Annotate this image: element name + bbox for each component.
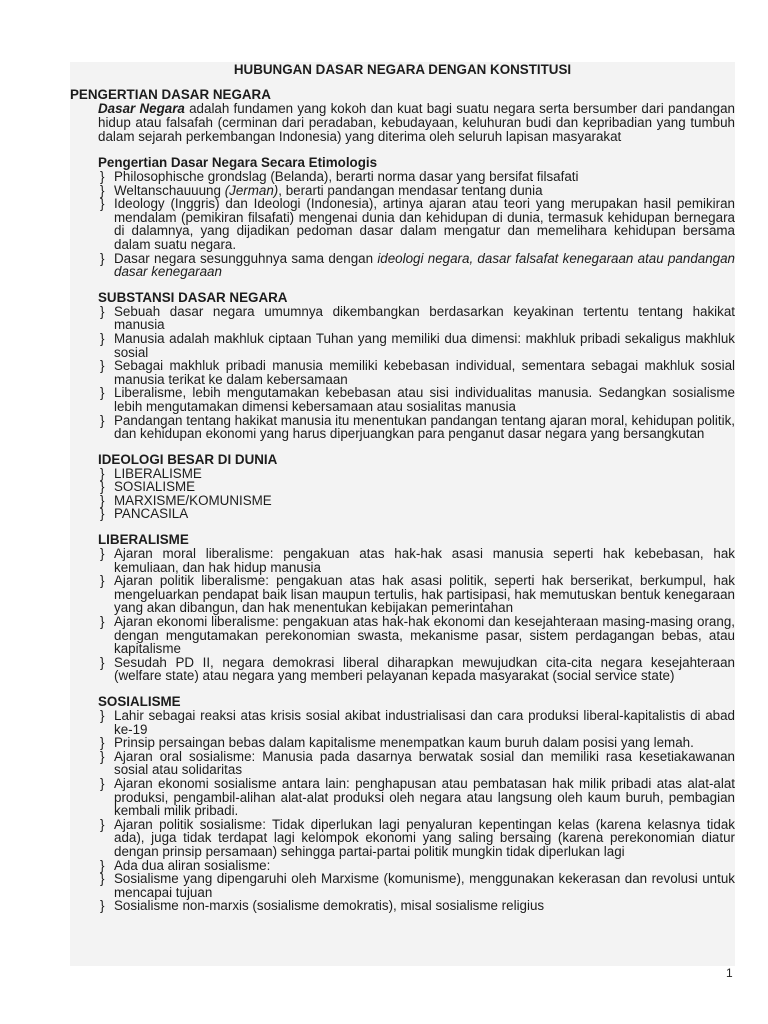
bullet-icon: }	[100, 898, 105, 914]
list-item	[100, 494, 735, 508]
list-item-text: Sosialisme yang dipengaruhi oleh Marxisme (komunisme), menggunakan kekerasan dan revolusi untuk mencapai tujuan	[114, 871, 735, 900]
list-item	[100, 184, 735, 198]
bullet-icon: }	[100, 182, 105, 198]
list-item	[100, 859, 735, 873]
list-item-text: Ajaran politik liberalisme: pengakuan atas hak asasi politik, seperti hak berserikat, berkumpul, hak mengeluarkan pendapat baik lisan maupun tertulis, hak partisipasi, hak memutuskan bentuk kenegaraan yang akan dibangun, dan hak menentukan kebijakan pemerintahan	[114, 573, 735, 616]
section-heading-liberalisme: LIBERALISME	[98, 532, 189, 548]
bullet-icon: }	[100, 735, 105, 751]
list-item-text: Manusia adalah makhluk ciptaan Tuhan yang memiliki dua dimensi: makhluk pribadi sekaligus makhluk sosial	[114, 330, 735, 360]
bullet-icon: }	[100, 479, 105, 495]
list-item	[100, 507, 735, 521]
list-item-text: Ajaran ekonomi sosialisme antara lain: penghapusan atau pembatasan hak milik pribadi atas alat-alat produksi, pengambil-alihan alat-alat produksi oleh negara atau langsung oleh kaum buruh, pembagian kembali milik pribadi.	[114, 775, 735, 819]
bullet-icon: }	[100, 196, 105, 212]
substansi-list	[70, 305, 735, 441]
bullet-icon: }	[100, 775, 105, 791]
bullet-icon: }	[100, 816, 105, 832]
bullet-icon: }	[100, 492, 105, 508]
list-item	[100, 709, 735, 736]
list-item-text: Sosialisme non-marxis (sosialisme demokratis), misal sosialisme religius	[114, 898, 545, 914]
list-item-text: PANCASILA	[114, 506, 189, 522]
list-item-text: Liberalisme, lebih mengutamakan kebebasan atau sisi individualitas manusia. Sedangkan sosialisme lebih mengutamakan dimensi kebersamaan atau sosialitas manusia	[114, 385, 735, 414]
section-heading-ideologi: IDEOLOGI BESAR DI DUNIA	[98, 451, 278, 467]
document-body	[70, 62, 735, 913]
document-title: HUBUNGAN DASAR NEGARA DENGAN KONSTITUSI	[233, 62, 572, 77]
list-item-text: Ajaran politik sosialisme: Tidak diperlukan lagi penyaluran kepentingan kelas (karena kelasnya tidak ada), juga tidak terdapat lagi kelompok ekonomi yang saling bersaing (karena perekonomian diatur dengan prinsip persamaan) sehingga partai-partai politik mungkin tidak diperlukan lagi	[114, 816, 735, 859]
definition-paragraph	[98, 102, 735, 144]
list-item	[100, 305, 735, 332]
bullet-icon: }	[100, 748, 105, 764]
bullet-icon: }	[100, 169, 105, 184]
list-item	[100, 818, 735, 859]
list-item-text: Sesudah PD II, negara demokrasi liberal diharapkan mewujudkan cita-cita negara kesejahteraan (welfare state) atau negara yang memberi pelayanan kepada masyarakat (social service state)	[114, 654, 735, 684]
bullet-icon: }	[100, 871, 105, 887]
list-item	[100, 547, 735, 574]
list-item-text: Sebuah dasar negara umumnya dikembangkan berdasarkan keyakinan tertentu tentang hakikat manusia	[114, 303, 735, 333]
list-item-text: MARXISME/KOMUNISME	[114, 492, 272, 508]
bullet-icon: }	[100, 708, 105, 723]
list-item	[100, 574, 735, 615]
list-item	[100, 656, 735, 683]
list-item-text: Ajaran moral liberalisme: pengakuan atas hak-hak asasi manusia seperti hak kebebasan, hak kemuliaan, dan hak hidup manusia	[114, 546, 735, 575]
list-item	[100, 252, 735, 279]
list-item	[100, 414, 735, 441]
definition-text: adalah fundamen yang kokoh dan kuat bagi suatu negara serta bersumber dari pandangan hidup atau falsafah (cerminan dari peradaban, kebudayaan, keluhuran budi dan kepribadian yang tumbuh dalam sejarah perkembangan Indonesia) yang diterima oleh seluruh lapisan masyarakat	[98, 101, 736, 144]
ideologi-list	[70, 467, 735, 521]
list-item	[100, 197, 735, 251]
bullet-icon: }	[100, 385, 105, 401]
list-item-text: Ajaran oral sosialisme: Manusia pada dasarnya berwatak sosial dan memiliki rasa kesetiakawanan sosial atau solidaritas	[114, 748, 735, 778]
definition-term: Dasar Negara	[98, 101, 185, 116]
liberalisme-list	[70, 547, 735, 683]
list-item-text: SOSIALISME	[114, 479, 196, 495]
bullet-icon: }	[100, 358, 105, 374]
list-item	[100, 386, 735, 413]
section-heading-etimologis: Pengertian Dasar Negara Secara Etimologis	[98, 155, 378, 170]
sosialisme-list	[70, 709, 735, 913]
section-heading-substansi: SUBSTANSI DASAR NEGARA	[98, 289, 288, 305]
list-item-text: Philosophische grondslag (Belanda), berarti norma dasar yang bersifat filsafati	[114, 169, 579, 184]
list-item-text: , berarti pandangan mendasar tentang dunia	[278, 182, 543, 198]
list-item-text: LIBERALISME	[114, 465, 202, 481]
list-item	[100, 899, 735, 913]
list-item	[100, 170, 735, 184]
list-item-text: Ada dua aliran sosialisme:	[114, 857, 271, 873]
list-item-text: Sebagai makhluk pribadi manusia memiliki kebebasan individual, sementara sebagai makhluk sosial manusia terikat ke dalam kebersamaan	[114, 358, 735, 387]
list-item	[100, 750, 735, 777]
bullet-icon: }	[100, 506, 105, 522]
page-number: 1	[726, 966, 733, 980]
list-item	[100, 615, 735, 656]
list-item-text: Prinsip persaingan bebas dalam kapitalisme menempatkan kaum buruh dalam posisi yang lemah.	[114, 735, 694, 751]
list-item-text: Pandangan tentang hakikat manusia itu menentukan pandangan tentang ajaran moral, kehidupan politik, dan kehidupan ekonomi yang harus diperjuangkan para penganut dasar negara yang bersangkutan	[114, 412, 735, 442]
bullet-icon: }	[100, 412, 105, 428]
list-item-italic: (Jerman)	[224, 182, 279, 198]
bullet-icon: }	[100, 614, 105, 630]
list-item	[100, 872, 735, 899]
bullet-icon: }	[100, 465, 105, 481]
bullet-icon: }	[100, 573, 105, 589]
list-item-text: Dasar negara sesungguhnya sama dengan	[114, 250, 378, 266]
bullet-icon: }	[100, 250, 105, 266]
list-item	[100, 332, 735, 359]
list-item-text: Weltanschauuung	[114, 182, 225, 198]
list-item-italic: ideologi negara, dasar falsafat kenegaraan atau pandangan dasar kenegaraan	[114, 250, 735, 280]
list-item-text: Ajaran ekonomi liberalisme: pengakuan atas hak-hak ekonomi dan kesejahteraan masing-masing orang, dengan mengutamakan perekonomian swasta, mekanisme pasar, sistem perdagangan bebas, atau kapitalisme	[114, 614, 735, 657]
section-heading-sosialisme: SOSIALISME	[98, 694, 181, 709]
list-item	[100, 480, 735, 494]
bullet-icon: }	[100, 546, 105, 562]
bullet-icon: }	[100, 654, 105, 670]
list-item	[100, 736, 735, 750]
list-item	[100, 467, 735, 481]
etimologis-list	[70, 170, 735, 279]
bullet-icon: }	[100, 303, 105, 319]
list-item-text: Ideology (Inggris) dan Ideologi (Indonesia), artinya ajaran atau teori yang merupakan hasil pemikiran mendalam (pemikiran filsafati) mengenai dunia dan kehidupan di dunia, termasuk kehidupan bernegara di dalamnya, yang dijadikan pedoman dasar dalam mengatur dan memelihara kehidupan bersama dalam suatu negara.	[114, 196, 735, 252]
list-item-text: Lahir sebagai reaksi atas krisis sosial akibat industrialisasi dan cara produksi liberal-kapitalistis di abad ke-19	[114, 708, 735, 737]
bullet-icon: }	[100, 330, 105, 346]
section-heading-pengertian: PENGERTIAN DASAR NEGARA	[70, 87, 271, 102]
list-item	[100, 777, 735, 818]
list-item	[100, 359, 735, 386]
bullet-icon: }	[100, 857, 105, 873]
